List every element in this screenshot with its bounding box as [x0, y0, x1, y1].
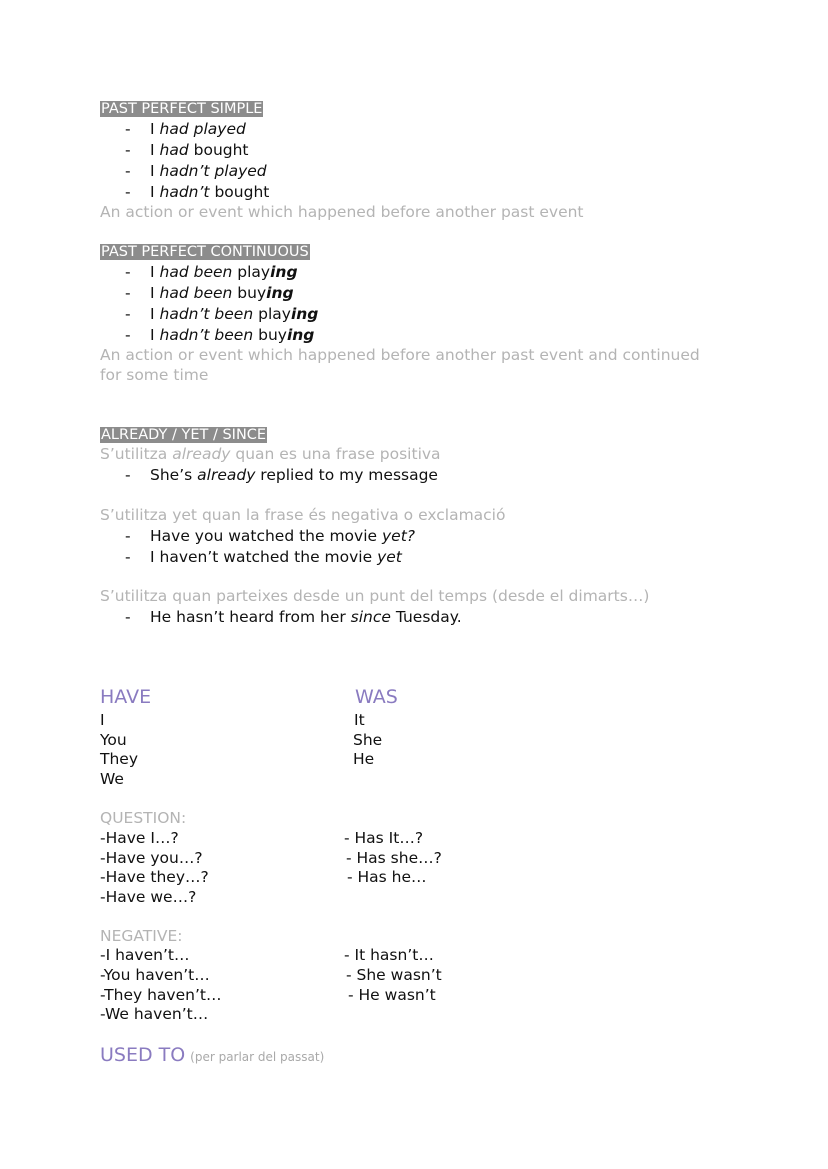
have-subject: You — [100, 731, 127, 749]
heading-used-to: USED TO (per parlar del passat) — [100, 1044, 325, 1066]
question-was-item: - Has It…? — [344, 829, 424, 847]
was-subject: She — [353, 731, 383, 749]
note-since: S’utilitza quan parteixes desde un punt del temps (desde el dimarts…) — [100, 587, 650, 605]
note-used-to: (per parlar del passat) — [190, 1050, 325, 1064]
negative-was-item: - She wasn’t — [346, 966, 442, 984]
bullet: - — [125, 120, 131, 138]
bullet: - — [125, 183, 131, 201]
question-have-item: -Have we…? — [100, 888, 197, 906]
was-subject: He — [353, 750, 375, 768]
negative-have-item: -I haven’t… — [100, 946, 190, 964]
negative-have-item: -We haven’t… — [100, 1005, 209, 1023]
section-heading-past-perfect-continuous: PAST PERFECT CONTINUOUS — [101, 244, 309, 260]
negative-was-item: - He wasn’t — [348, 986, 436, 1004]
bullet: - — [125, 466, 131, 484]
bullet: - — [125, 284, 131, 302]
have-subject: We — [100, 770, 124, 788]
have-subject: They — [100, 750, 139, 768]
bullet: - — [125, 162, 131, 180]
bullet: - — [125, 608, 131, 626]
bullet: - — [125, 305, 131, 323]
section-heading-past-perfect-simple: PAST PERFECT SIMPLE — [101, 101, 263, 117]
document-page: PAST PERFECT SIMPLE - I had played - I had bought - I hadn’t played - I hadn’t bought An action or event which happened before another past event PAST PERFECT CONTINUOUS - I had been playing - I had been buying - I hadn’t been playing - I hadn’t been buying An action or event which happened before another past event and continued for some time ALREADY / YET / SINCE S’utilitza already quan es una frase positiva - She’s already replied to my message S’utilitza yet quan la frase és negativa o exclamació - Have you watched the movie yet? - I haven’t watched the movie yet S’utilitza quan parteixes desde un punt del temps (desde el dimarts…) - He hasn’t heard from her since Tuesday. HAVE WAS I You They We It She He QUESTION: -Have I…? -Have you…? -Have they…? -Have we…? - Has It…? - Has she…? - Has he… NEGATIVE: -I haven’t… -You haven’t… -They haven’t… -We haven’t… - It hasn’t… - She wasn’t - He wasn’t USED TO (per parlar del passat) — [0, 0, 828, 1169]
description-past-perfect-simple: An action or event which happened before another past event — [100, 203, 584, 221]
was-subject: It — [354, 711, 365, 729]
note-already: S’utilitza already quan es una frase positiva — [100, 445, 441, 463]
heading-was: WAS — [355, 686, 398, 708]
negative-was-item: - It hasn’t… — [344, 946, 434, 964]
bullet: - — [125, 263, 131, 281]
section-heading-already-yet-since: ALREADY / YET / SINCE — [101, 427, 267, 443]
question-was-item: - Has he… — [347, 868, 427, 886]
note-yet: S’utilitza yet quan la frase és negativa o exclamació — [100, 506, 506, 524]
bullet: - — [125, 141, 131, 159]
label-negative: NEGATIVE: — [100, 927, 183, 945]
description-past-perfect-continuous-line2: for some time — [100, 366, 209, 384]
negative-have-item: -They haven’t… — [100, 986, 222, 1004]
description-past-perfect-continuous-line1: An action or event which happened before another past event and continued — [100, 346, 700, 364]
question-have-item: -Have I…? — [100, 829, 179, 847]
bullet: - — [125, 548, 131, 566]
have-subject: I — [100, 711, 105, 729]
label-question: QUESTION: — [100, 809, 187, 827]
question-have-item: -Have you…? — [100, 849, 203, 867]
negative-have-item: -You haven’t… — [100, 966, 210, 984]
bullet: - — [125, 326, 131, 344]
bullet: - — [125, 527, 131, 545]
question-was-item: - Has she…? — [346, 849, 442, 867]
question-have-item: -Have they…? — [100, 868, 209, 886]
heading-have: HAVE — [100, 686, 152, 708]
